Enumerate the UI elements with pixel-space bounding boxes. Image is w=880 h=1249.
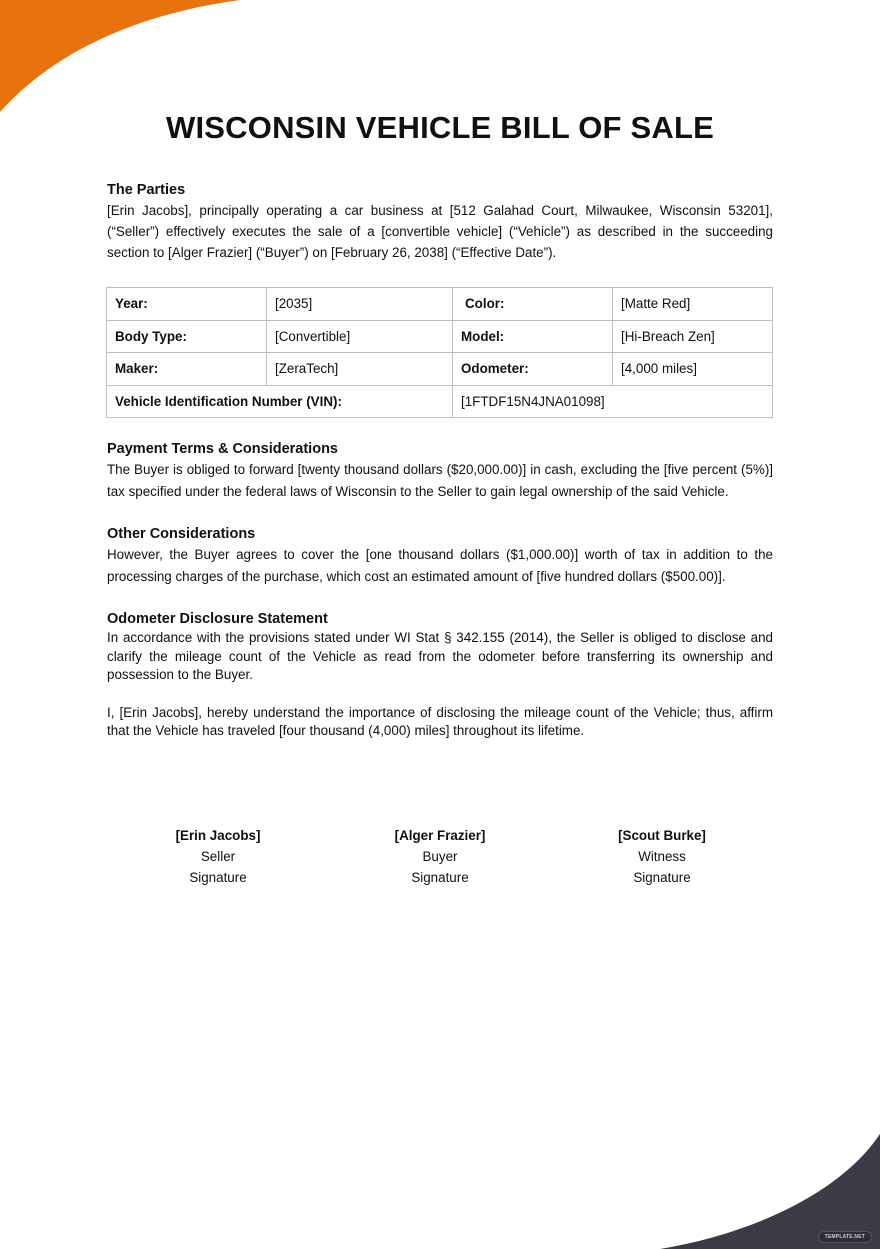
table-row [107,320,773,353]
section-heading: The Parties [107,182,186,198]
signer-role: Seller [200,849,236,864]
table-value: [2035] [267,288,453,321]
parties-paragraph: [Erin Jacobs], principally operating a car business at [512 Galahad Court, Milwaukee, Wisconsin 53201], (“Seller”) effectively executes the sale of a [convertible vehicle] (“Vehicle”) as described in the succeeding section to [Alger Frazier] (“Buyer”) on [February 26, 2038] (“Effective Date”). [107,203,773,260]
payment-paragraph: The Buyer is obliged to forward [twenty thousand dollars ($20,000.00)] in cash, excluding the [five percent (5%)] tax specified under the federal laws of Wisconsin to the Seller to gain legal ownership of the said Vehicle. [107,462,773,499]
table-label: Odometer: [453,353,613,386]
orange-corner-swoosh [0,0,240,112]
signature-line-label: Signature [189,870,247,885]
other-paragraph: However, the Buyer agrees to cover the [one thousand dollars ($1,000.00)] worth of tax in addition to the processing charges of the purchase, which cost an estimated amount of [five hundred dollars ($500.00)]. [107,547,773,584]
section-heading: Payment Terms & Considerations [107,441,338,457]
signer-role: Buyer [422,849,458,864]
table-value: [Convertible] [267,320,453,353]
table-value: [Matte Red] [613,288,773,321]
section-other [107,524,773,588]
odometer-paragraph-2: I, [Erin Jacobs], hereby understand the importance of disclosing the mileage count of the Vehicle; thus, affirm that the Vehicle has traveled [four thousand (4,000) miles] throughout its lifetime. [107,704,773,738]
table-label: Maker: [107,353,267,386]
table-label: Body Type: [107,320,267,353]
table-row-vin [107,385,773,418]
table-value: [ZeraTech] [267,353,453,386]
document-title: WISCONSIN VEHICLE BILL OF SALE [166,110,714,145]
odometer-paragraph-1: In accordance with the provisions stated under WI Stat § 342.155 (2014), the Seller is obliged to disclose and clarify the mileage count of the Vehicle as read from the odometer before transferring its ownership and possession to the Buyer. [107,630,773,682]
section-parties [107,180,773,263]
signer-role: Witness [638,849,686,864]
signer-name: [Scout Burke] [618,828,706,843]
vehicle-details-table [106,287,773,418]
table-label: Color: [453,288,613,321]
signature-line-label: Signature [633,870,691,885]
vin-value: [1FTDF15N4JNA01098] [453,385,773,418]
section-heading: Other Considerations [107,526,256,542]
signer-name: [Alger Frazier] [394,828,486,843]
signer-name: [Erin Jacobs] [175,828,261,843]
signature-seller [118,825,318,888]
signature-witness [562,825,762,888]
section-heading: Odometer Disclosure Statement [107,611,328,627]
table-row [107,288,773,321]
template-watermark: TEMPLATE.NET [818,1231,872,1243]
table-label: Year: [107,288,267,321]
table-value: [Hi-Breach Zen] [613,320,773,353]
table-value: [4,000 miles] [613,353,773,386]
vin-label: Vehicle Identification Number (VIN): [107,385,453,418]
signature-buyer [340,825,540,888]
table-label: Model: [453,320,613,353]
table-row [107,353,773,386]
section-odometer [107,609,773,741]
signature-line-label: Signature [411,870,469,885]
section-payment [107,439,773,503]
